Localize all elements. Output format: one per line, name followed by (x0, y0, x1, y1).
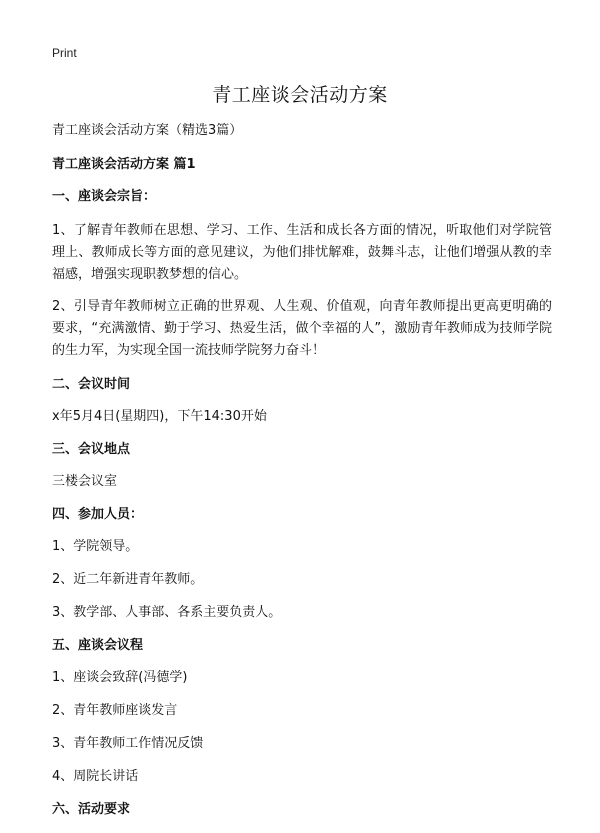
meeting-time-text: x年5月4日(星期四)，下午14:30开始 (52, 409, 267, 424)
participant-item: 2、近二年新进青年教师。 (52, 572, 204, 587)
agenda-item: 4、周院长讲话 (52, 769, 139, 784)
agenda-item: 3、青年教师工作情况反馈 (52, 736, 204, 751)
section-heading-location: 三、会议地点 (52, 442, 131, 457)
agenda-item: 2、青年教师座谈发言 (52, 703, 178, 718)
document-subtitle: 青工座谈会活动方案（精选3篇） (52, 123, 243, 138)
purpose-paragraph-1: 1、了解青年教师在思想、学习、工作、生活和成长各方面的情况，听取他们对学院管理上、教师成长等方面的意见建议，为他们排忧解难，鼓舞斗志，让他们增强从教的幸福感，增强实现职教梦想的信心。 (52, 223, 552, 282)
meeting-location-text: 三楼会议室 (52, 474, 118, 489)
document-title: 青工座谈会活动方案 (212, 84, 388, 106)
purpose-paragraph-2: 2、引导青年教师树立正确的世界观、人生观、价值观，向青年教师提出更高更明确的要求，“充满激情、勤于学习、热爱生活，做个幸福的人”，激励青年教师成为技师学院的生力军，为实现全国一流技师学院努力奋斗！ (52, 299, 552, 358)
section-heading-agenda: 五、座谈会议程 (52, 638, 144, 653)
section-heading-purpose: 一、座谈会宗旨： (52, 189, 157, 204)
section-heading-participants: 四、参加人员： (52, 507, 144, 522)
section-heading-requirements: 六、活动要求 (52, 802, 131, 817)
section-heading-time: 二、会议时间 (52, 377, 131, 392)
part-heading: 青工座谈会活动方案 篇1 (52, 157, 196, 172)
agenda-item: 1、座谈会致辞(冯德学) (52, 670, 188, 685)
participant-item: 1、学院领导。 (52, 539, 139, 554)
print-label: Print (52, 46, 77, 60)
document-body (52, 122, 552, 833)
participant-item: 3、教学部、人事部、各系主要负责人。 (52, 605, 282, 620)
